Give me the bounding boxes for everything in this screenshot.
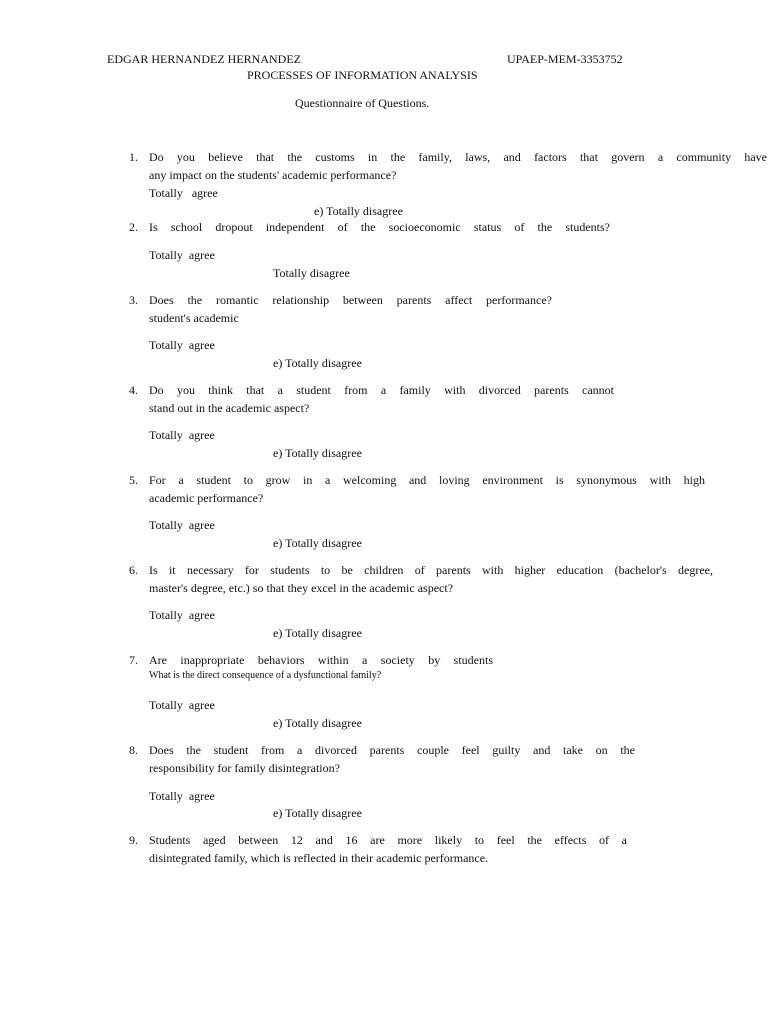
- question-9: [149, 831, 627, 867]
- question-text-line: student's academic: [149, 311, 239, 325]
- option-totally-disagree: e) Totally disagree: [273, 806, 362, 820]
- option-totally-agree: Totally agree: [149, 698, 215, 712]
- question-number: 7.: [129, 653, 138, 667]
- questionnaire-title: Questionnaire of Questions.: [295, 96, 430, 110]
- question-text-line: Students aged between 12 and 16 are more likely to feel the effects of a: [149, 833, 627, 847]
- question-text-line: Do you think that a student from a family with divorced parents cannot: [149, 383, 614, 397]
- question-1: [149, 148, 767, 184]
- question-2: [149, 218, 610, 236]
- option-totally-agree: Totally agree: [149, 338, 215, 352]
- question-3: [149, 291, 552, 327]
- question-number: 9.: [129, 833, 138, 847]
- question-4: [149, 381, 614, 417]
- option-totally-disagree: e) Totally disagree: [273, 626, 362, 640]
- option-totally-disagree: Totally disagree: [273, 266, 350, 280]
- question-text-line: stand out in the academic aspect?: [149, 401, 310, 415]
- question-8: [149, 741, 635, 777]
- question-7: [149, 651, 493, 683]
- question-text-line: Are inappropriate behaviors within a society by students: [149, 653, 493, 667]
- option-totally-disagree: e) Totally disagree: [273, 536, 362, 550]
- question-text-line: academic performance?: [149, 491, 264, 505]
- question-number: 3.: [129, 293, 138, 307]
- option-totally-agree: Totally agree: [149, 789, 215, 803]
- option-totally-disagree: e) Totally disagree: [273, 356, 362, 370]
- question-number: 6.: [129, 563, 138, 577]
- question-number: 4.: [129, 383, 138, 397]
- question-text-line: Does the romantic relationship between parents affect performance?: [149, 293, 552, 307]
- question-text-line: any impact on the students' academic performance?: [149, 168, 397, 182]
- option-totally-agree: Totally agree: [149, 248, 215, 262]
- question-6: [149, 561, 713, 597]
- author-name: EDGAR HERNANDEZ HERNANDEZ: [107, 52, 301, 66]
- question-text-line: Does the student from a divorced parents couple feel guilty and take on the: [149, 743, 635, 757]
- option-totally-disagree: e) Totally disagree: [273, 446, 362, 460]
- question-text-line: responsibility for family disintegration?: [149, 761, 340, 775]
- question-number: 1.: [129, 150, 138, 164]
- question-5: [149, 471, 705, 507]
- option-totally-disagree: e) Totally disagree: [314, 204, 403, 218]
- question-number: 5.: [129, 473, 138, 487]
- question-text-line: Is school dropout independent of the socioeconomic status of the students?: [149, 220, 610, 234]
- student-code: UPAEP-MEM-3353752: [507, 52, 623, 66]
- option-totally-agree: Totally agree: [149, 428, 215, 442]
- question-number: 8.: [129, 743, 138, 757]
- question-text-line: For a student to grow in a welcoming and loving environment is synonymous with high: [149, 473, 705, 487]
- question-number: 2.: [129, 220, 138, 234]
- question-text-line: master's degree, etc.) so that they excel in the academic aspect?: [149, 581, 454, 595]
- option-totally-disagree: e) Totally disagree: [273, 716, 362, 730]
- question-text-line: What is the direct consequence of a dysfunctional family?: [149, 670, 382, 681]
- question-text-line: disintegrated family, which is reflected in their academic performance.: [149, 851, 489, 865]
- option-totally-agree: Totally agree: [149, 186, 218, 200]
- option-totally-agree: Totally agree: [149, 518, 215, 532]
- question-text-line: Do you believe that the customs in the family, laws, and factors that govern a community have: [149, 150, 767, 164]
- option-totally-agree: Totally agree: [149, 608, 215, 622]
- course-title: PROCESSES OF INFORMATION ANALYSIS: [247, 68, 478, 82]
- question-text-line: Is it necessary for students to be children of parents with higher education (bachelor's degree,: [149, 563, 713, 577]
